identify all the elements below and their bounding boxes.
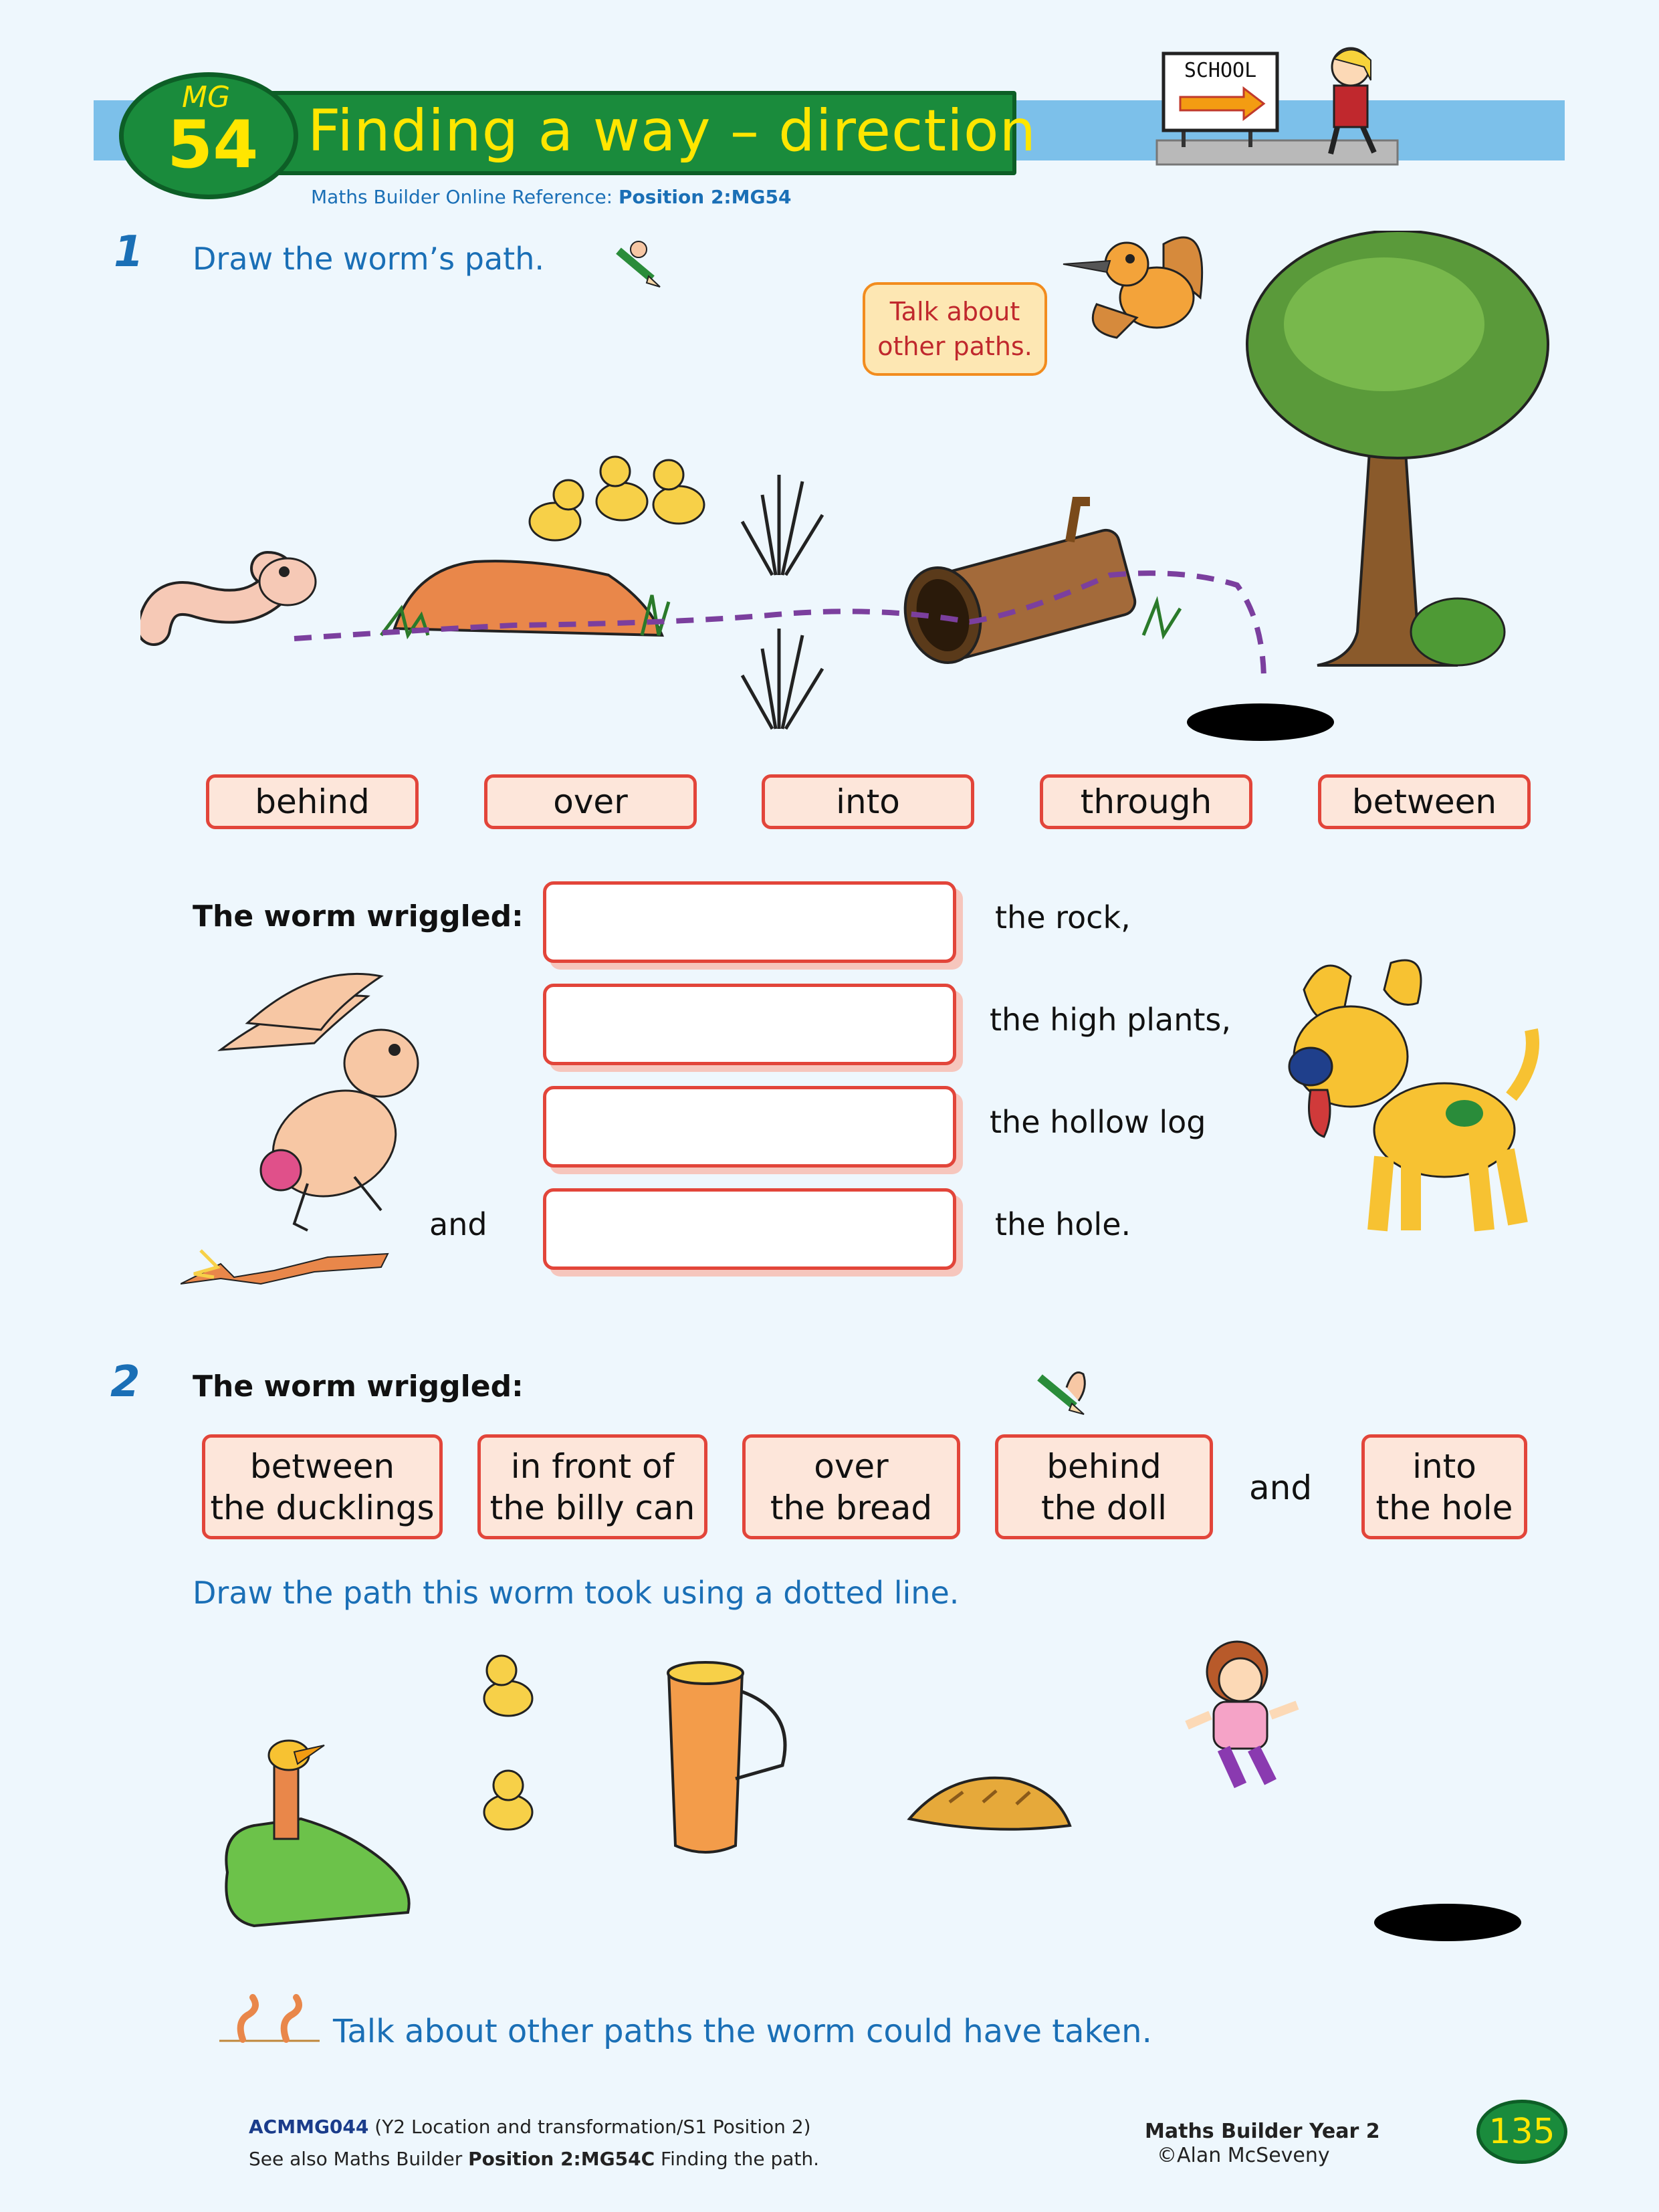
see-also-line	[249, 2148, 819, 2170]
worm-path-scene	[140, 435, 1344, 749]
copyright: ©Alan McSeveny	[1157, 2144, 1330, 2167]
step-5-line-1: into	[1412, 1446, 1476, 1486]
question-2-lead: The worm wriggled:	[193, 1369, 524, 1404]
sentence-part-1: the rock,	[995, 899, 1131, 935]
curriculum-code: ACMMG044	[249, 2116, 369, 2138]
step-2-line-1: in front of	[510, 1446, 675, 1486]
talking-worms-icon	[213, 1994, 326, 2048]
answer-box-2[interactable]	[543, 984, 956, 1065]
sentence-part-4: the hole.	[995, 1206, 1131, 1242]
question-1-lead: The worm wriggled:	[193, 899, 524, 933]
see-also-suffix: Finding the path.	[661, 2148, 820, 2170]
word-box-between: between	[1318, 774, 1531, 829]
worm-illustration	[154, 558, 316, 629]
pencil-worm-icon	[605, 237, 665, 291]
step-and-connector: and	[1249, 1468, 1313, 1507]
step-box-5	[1361, 1434, 1527, 1539]
talk-about-paths: Talk about other paths the worm could have taken.	[333, 2013, 1152, 2050]
bird-illustration	[1057, 224, 1230, 351]
step-box-3	[742, 1434, 960, 1539]
step-box-1	[202, 1434, 443, 1539]
step-1-line-2: the ducklings	[210, 1488, 435, 1527]
word-box-into: into	[762, 774, 974, 829]
speech-bubble: Talk about other paths.	[863, 282, 1047, 376]
sentence-part-2: the high plants,	[990, 1002, 1231, 1038]
doll-illustration	[1187, 1642, 1297, 1785]
step-1-line-1: between	[249, 1446, 395, 1486]
step-3-line-2: the bread	[770, 1488, 933, 1527]
badge-number: 54	[167, 107, 259, 183]
billy-can-illustration	[668, 1662, 785, 1852]
question-2-hole	[1374, 1904, 1521, 1941]
and-connector: and	[429, 1206, 487, 1242]
badge-prefix: MG	[182, 80, 231, 114]
word-box-over: over	[484, 774, 697, 829]
shoe-worm-illustration	[226, 1741, 409, 1926]
word-box-behind: behind	[206, 774, 419, 829]
sentence-part-3: the hollow log	[990, 1104, 1206, 1140]
step-2-line-2: the billy can	[489, 1488, 695, 1527]
see-also-ref: Position 2:MG54C	[468, 2148, 655, 2170]
question-2-ducklings	[484, 1656, 532, 1830]
hollow-log-illustration	[301, 435, 1180, 671]
high-plants-illustration	[742, 475, 822, 729]
hole-illustration	[1187, 703, 1334, 741]
online-reference	[311, 186, 791, 208]
answer-box-3[interactable]	[543, 1086, 956, 1168]
ducklings-illustration	[530, 457, 704, 540]
sign-text: SCHOOL	[1184, 59, 1257, 82]
question-1-instruction: Draw the worm’s path.	[193, 241, 544, 277]
step-box-2	[477, 1434, 707, 1539]
book-title: Maths Builder Year 2	[1145, 2120, 1380, 2143]
bread-illustration	[909, 1778, 1070, 1830]
question-1-number: 1	[114, 227, 144, 277]
see-also-prefix: See also Maths Builder	[249, 2148, 463, 2170]
page-title: Finding a way – direction	[308, 98, 1037, 164]
curriculum-desc: (Y2 Location and transformation/S1 Position 2)	[374, 2116, 811, 2138]
step-3-line-1: over	[814, 1446, 889, 1486]
school-sign-illustration	[1150, 40, 1404, 174]
step-box-4	[995, 1434, 1213, 1539]
rabbit-illustration	[181, 970, 461, 1297]
step-5-line-2: the hole	[1375, 1488, 1513, 1527]
question-2-instruction: Draw the path this worm took using a dotted line.	[193, 1575, 960, 1611]
curriculum-code-line	[249, 2116, 811, 2138]
dog-illustration	[1270, 950, 1551, 1250]
reference-label: Maths Builder Online Reference:	[311, 186, 613, 208]
reference-value: Position 2:MG54	[619, 186, 792, 208]
answer-box-1[interactable]	[543, 881, 956, 963]
step-4-line-2: the doll	[1040, 1488, 1168, 1527]
page-number: 135	[1476, 2100, 1567, 2164]
question-2-scene	[214, 1632, 1525, 1953]
pencil-worm-icon-2	[1026, 1361, 1093, 1421]
step-4-line-1: behind	[1046, 1446, 1162, 1486]
answer-box-4[interactable]	[543, 1188, 956, 1270]
word-box-through: through	[1040, 774, 1252, 829]
question-2-number: 2	[110, 1357, 140, 1407]
